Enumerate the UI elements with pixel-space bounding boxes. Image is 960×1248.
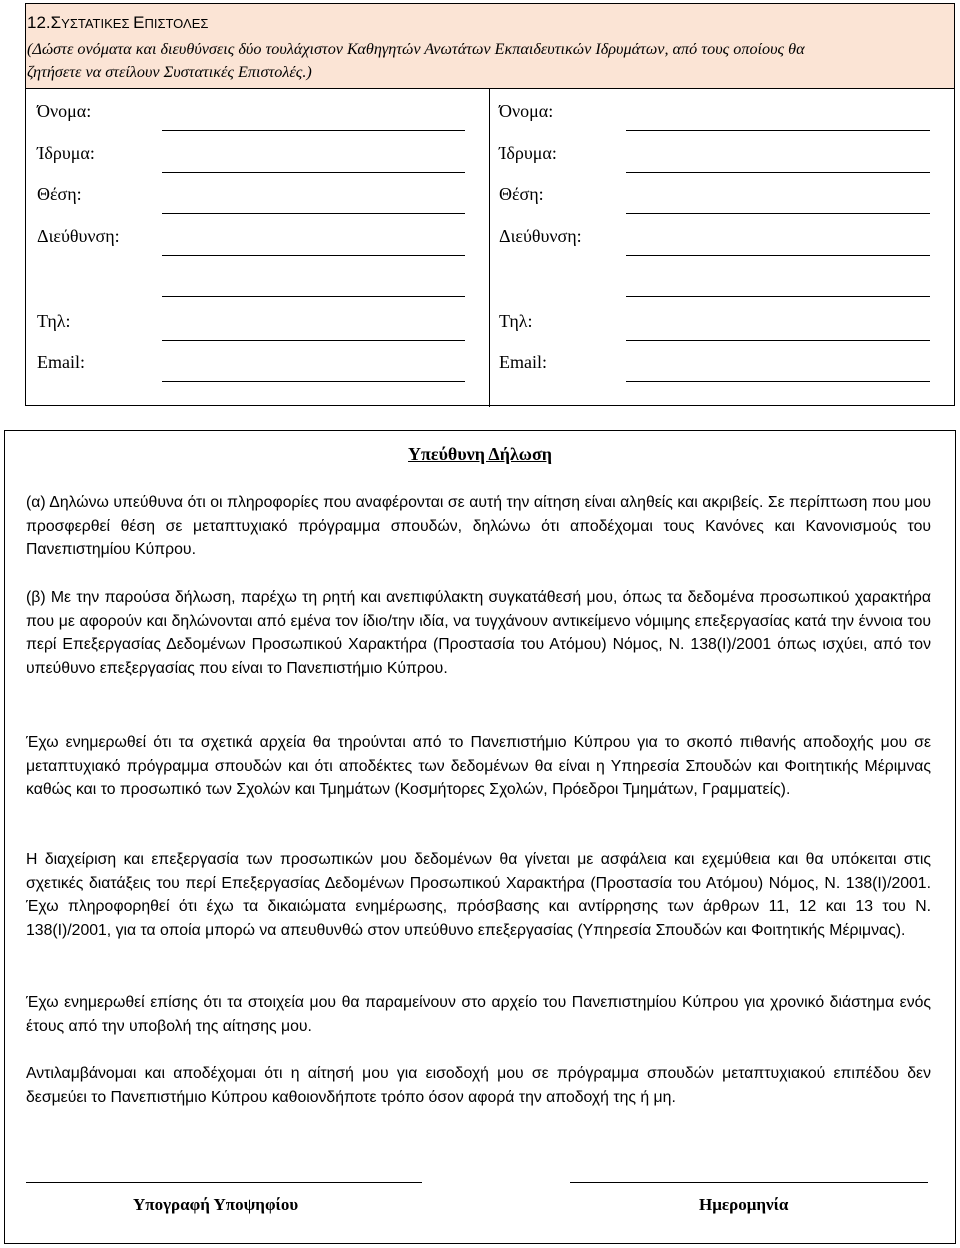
section-title xyxy=(27,13,208,34)
date-field[interactable] xyxy=(570,1182,928,1183)
referee1-phone-field[interactable] xyxy=(162,340,465,341)
referee2-address-field-line2[interactable] xyxy=(626,296,930,297)
referee1-email-label: Email: xyxy=(37,352,85,372)
referee1-address-field-line2[interactable] xyxy=(162,296,465,297)
referee2-email-field[interactable] xyxy=(626,381,930,382)
referee1-name-field[interactable] xyxy=(162,130,465,131)
declaration-title: Υπεύθυνη Δήλωση xyxy=(408,444,552,464)
referee1-address-field-line1[interactable] xyxy=(162,255,465,256)
declaration-paragraph-f: Αντιλαμβάνομαι και αποδέχομαι ότι η αίτησή μου για εισοδοχή μου σε πρόγραμμα σπουδών μεταπτυχιακού επιπέδου δεν δεσμεύει το Πανεπιστήμιο Κύπρου καθοιονδήποτε τρόπο όσον αφορά την αποδοχή της ή μη. xyxy=(26,1065,931,1106)
referee1-email-field[interactable] xyxy=(162,381,465,382)
referee2-name-label: Όνομα: xyxy=(499,101,554,121)
referee2-phone-label: Τηλ: xyxy=(499,311,533,331)
referee2-name-field[interactable] xyxy=(626,130,930,131)
title-part: ΥΣΤΑΤΙΚΕΣ xyxy=(61,16,134,31)
title-part: Σ xyxy=(50,13,62,32)
referee1-position-label: Θέση: xyxy=(37,184,82,204)
referee2-phone-field[interactable] xyxy=(626,340,930,341)
referee2-email-label: Email: xyxy=(499,352,547,372)
declaration-paragraph-b: (β) Με την παρούσα δήλωση, παρέχω τη ρητή και ανεπιφύλακτη συγκατάθεσή μου, όπως τα δεδομένα προσωπικού χαρακτήρα που με αφορούν και δηλώνονται από εμένα τον ίδιο/την ιδία, να τυγχάνουν αντικείμενο νόμιμης επεξεργασίας κατά την έννοια του περί Επεξεργασίας Δεδομένων Προσωπικού Χαρακτήρα (Προστασία του Ατόμου) Νόμος, Ν. 138(Ι)/2001 όπως ισχύει, από τον υπεύθυνο επεξεργασίας που είναι το Πανεπιστήμιο Κύπρου. xyxy=(26,589,931,677)
instructions-line: (Δώστε ονόματα και διευθύνσεις δύο τουλάχιστον Καθηγητών Ανωτάτων Εκπαιδευτικών Ιδρυμάτων, από τους οποίους θα xyxy=(27,40,805,58)
declaration-paragraph-a: (α) Δηλώνω υπεύθυνα ότι οι πληροφορίες που αναφέρονται σε αυτή την αίτηση είναι αληθείς και ακριβείς. Σε περίπτωση που μου προσφερθεί θέση σε μεταπτυχιακό πρόγραμμα σπουδών, δηλώνω ότι αποδέχομαι τους Κανόνες και Κανονισμούς του Πανεπιστημίου Κύπρου. xyxy=(26,494,931,558)
column-divider xyxy=(489,89,490,407)
referee1-institution-label: Ίδρυμα: xyxy=(37,143,95,163)
referee2-institution-label: Ίδρυμα: xyxy=(499,143,557,163)
declaration-paragraph-d: Η διαχείριση και επεξεργασία των προσωπικών μου δεδομένων θα γίνεται με ασφάλεια και εχεμύθεια και θα υπόκειται στις σχετικές διατάξεις του περί Επεξεργασίας Δεδομένων Προσωπικού Χαρακτήρα (Προστασία του Ατόμου) Νόμος, Ν. 138(Ι)/2001. Έχω πληροφορηθεί ότι έχω τα δικαιώματα ενημέρωσης, πρόσβασης και αντίρρησης των άρθρων 11, 12 και 13 του Ν. 138(Ι)/2001, για τα οποία μπορώ να απευθυνθώ στον υπεύθυνο επεξεργασίας (Υπηρεσία Σπουδών και Φοιτητικής Μέριμνας). xyxy=(26,851,931,939)
title-part: Ε xyxy=(133,13,145,32)
date-label: Ημερομηνία xyxy=(699,1195,789,1214)
recommendation-letters-section xyxy=(25,3,955,406)
section-number: 12. xyxy=(27,13,51,32)
section-header xyxy=(26,4,954,89)
section-instructions xyxy=(27,38,942,84)
referee1-phone-label: Τηλ: xyxy=(37,311,71,331)
referee2-address-label: Διεύθυνση: xyxy=(499,226,582,246)
title-part: ΠΙΣΤΟΛΕΣ xyxy=(144,16,209,31)
declaration-paragraph-c: Έχω ενημερωθεί ότι τα σχετικά αρχεία θα τηρούνται από το Πανεπιστήμιο Κύπρου για το σκοπό πιθανής αποδοχής μου σε μεταπτυχιακό πρόγραμμα σπουδών και ότι αποδέκτες των δεδομένων θα είναι η Υπηρεσία Σπουδών και Φοιτητικής Μέριμνας καθώς και το προσωπικό των Σχολών και Τμημάτων (Κοσμήτορες Σχολών, Πρόεδροι Τμημάτων, Γραμματείς). xyxy=(26,734,931,798)
signature-field[interactable] xyxy=(26,1182,422,1183)
referee2-position-label: Θέση: xyxy=(499,184,544,204)
referee2-address-field-line1[interactable] xyxy=(626,255,930,256)
referee1-name-label: Όνομα: xyxy=(37,101,92,121)
referee1-position-field[interactable] xyxy=(162,213,465,214)
referee1-address-label: Διεύθυνση: xyxy=(37,226,120,246)
referee2-institution-field[interactable] xyxy=(626,172,930,173)
declaration-paragraph-e: Έχω ενημερωθεί επίσης ότι τα στοιχεία μου θα παραμείνουν στο αρχείο του Πανεπιστημίου Κύπρου για χρονικό διάστημα ενός έτους από την υποβολή της αίτησης μου. xyxy=(26,994,931,1035)
signature-label: Υπογραφή Υποψηφίου xyxy=(133,1195,299,1214)
referee1-institution-field[interactable] xyxy=(162,172,465,173)
instructions-line: ζητήσετε να στείλουν Συστατικές Επιστολές.) xyxy=(27,63,312,81)
referee2-position-field[interactable] xyxy=(626,213,930,214)
